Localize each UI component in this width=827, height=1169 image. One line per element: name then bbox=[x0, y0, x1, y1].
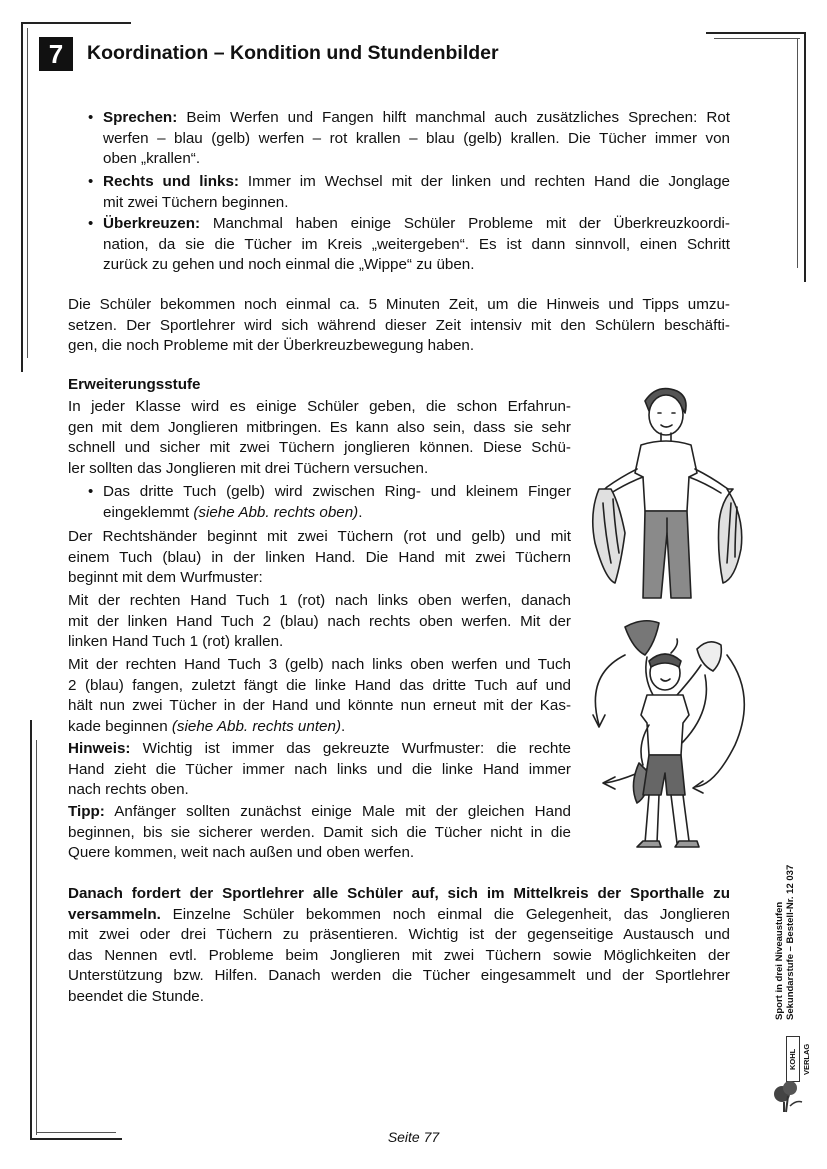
hint-label: Hinweis: bbox=[68, 740, 131, 757]
publisher-name: KOHL VERLAG bbox=[788, 1043, 811, 1075]
frame-line-top-right-v-inner bbox=[797, 38, 798, 268]
paragraph-tuch1 bbox=[68, 591, 571, 653]
paragraph-line: beendet die Stunde. bbox=[68, 987, 204, 1005]
frame-line-top-left bbox=[21, 22, 23, 372]
illustration-boy-holding-scarves bbox=[585, 383, 750, 603]
paragraph-line: mit zwei oder drei Tüchern zu präsentieren. Wichtig ist der gegenseitige Austausch und bbox=[68, 926, 730, 943]
bullet-text: oben „krallen“. bbox=[103, 150, 201, 167]
page-number: Seite 77 bbox=[387, 1129, 440, 1145]
bullet-text: Beim Werfen und Fangen hilft manchmal auch zusätzliches Sprechen: Rot bbox=[186, 109, 730, 126]
bullet-sprechen bbox=[103, 108, 730, 170]
paragraph-line: kade beginnen bbox=[68, 717, 172, 735]
bullet-label: Überkreuzen: bbox=[103, 215, 201, 232]
paragraph-tipp bbox=[68, 802, 571, 864]
paragraph-line: schnell und sicher mit zwei Tüchern jonglieren können. Diese Schü- bbox=[68, 439, 571, 456]
paragraph-line: In jeder Klasse wird es einige Schüler geben, die schon Erfahrun- bbox=[68, 398, 571, 415]
paragraph-line: Mit der rechten Hand Tuch 3 (gelb) nach links oben werfen und Tuch bbox=[68, 656, 571, 673]
sidebar-order-number: Sekundarstufe – Bestell-Nr. 12 037 bbox=[785, 864, 796, 1020]
paragraph-line: Einzelne Schüler bekommen noch einmal die Gelegenheit, das Jonglieren bbox=[160, 905, 730, 923]
bullet-text: zurück zu gehen und noch einmal die „Wippe“ zu üben. bbox=[103, 256, 475, 273]
bullet-dot: • bbox=[88, 215, 94, 232]
frame-line-top-right-v bbox=[804, 32, 806, 282]
paragraph-line: beginnt mit dem Wurfmuster: bbox=[68, 569, 263, 586]
paragraph-line: Danach fordert der Sportlehrer alle Schüler auf, sich im Mittelkreis der Sporthalle zu bbox=[68, 885, 730, 902]
publisher-logo bbox=[770, 1030, 810, 1110]
bullet-text: Immer im Wechsel mit der linken und rechten Hand die Jonglage bbox=[247, 173, 730, 190]
paragraph-line: ler sollten das Jonglieren mit drei Tüchern versuchen. bbox=[68, 459, 429, 477]
chapter-number-badge: 7 bbox=[39, 37, 73, 71]
bullet-text: Manchmal haben einige Schüler Probleme mit der Überkreuzkoordi- bbox=[212, 215, 730, 232]
paragraph-line: linken Hand Tuch 1 (rot) krallen. bbox=[68, 633, 284, 650]
paragraph-hinweis bbox=[68, 739, 571, 801]
bullet-text: nation, da sie die Tücher im Kreis „weitergeben“. Es ist dann sinnvoll, einen Schritt bbox=[103, 235, 730, 253]
paragraph-line: einem Tuch (blau) in der linken Hand. Die Hand mit zwei Tüchern bbox=[68, 548, 571, 566]
paragraph-line: Anfänger sollten zunächst einige Male mit der gleichen Hand bbox=[114, 803, 571, 820]
paragraph-final bbox=[68, 884, 730, 1007]
paragraph-line: Unterstützung bzw. Hilfen. Danach werden die Tücher eingesammelt und der Sportlehrer bbox=[68, 967, 730, 984]
bullet-text: eingeklemmt bbox=[103, 503, 194, 521]
bullet-ueberkreuzen bbox=[103, 214, 730, 276]
paragraph-line: Mit der rechten Hand Tuch 1 (rot) nach links oben werfen, danach bbox=[68, 592, 571, 609]
bullet-dot: • bbox=[88, 173, 94, 190]
paragraph-line: Quere kommen, weit nach außen und oben werfen. bbox=[68, 844, 415, 861]
frame-line-bottom-left-v bbox=[30, 720, 32, 1140]
section-intro bbox=[68, 397, 571, 479]
illustration-juggling-arrows bbox=[585, 615, 750, 865]
paragraph-line: setzen. Der Sportlehrer wird sich während dieser Zeit intensiv mit den Schülern beschäfti- bbox=[68, 316, 730, 334]
paragraph-line: nach rechts oben. bbox=[68, 781, 189, 798]
paragraph-line: Die Schüler bekommen noch einmal ca. 5 Minuten Zeit, um die Hinweis und Tipps umzu- bbox=[68, 296, 730, 313]
paragraph-rechtshaender bbox=[68, 527, 571, 589]
frame-line-top-right-h-inner bbox=[714, 38, 800, 39]
frame-line-bottom-left-v-inner bbox=[36, 740, 37, 1135]
paragraph-line: Hand zieht die Tücher immer nach links und die linke Hand immer bbox=[68, 760, 571, 778]
bullet-label: Sprechen: bbox=[103, 109, 178, 126]
figure-reference: (siehe Abb. rechts unten) bbox=[171, 717, 341, 735]
bullet-rechts-links bbox=[103, 172, 730, 213]
frame-line-top-left-inner bbox=[27, 28, 28, 358]
bullet-text: . bbox=[358, 503, 363, 521]
sidebar-publication-info bbox=[774, 840, 816, 1020]
bullet-text: Das dritte Tuch (gelb) wird zwischen Ring- und kleinem Finger bbox=[103, 483, 571, 500]
frame-line-top-right-h bbox=[706, 32, 806, 34]
paragraph-time bbox=[68, 295, 730, 357]
bullet-text: mit zwei Tüchern beginnen. bbox=[103, 193, 289, 211]
paragraph-line: gen, die noch Probleme mit der Überkreuzbewegung haben. bbox=[68, 337, 475, 354]
bullet-text: werfen – blau (gelb) werfen – rot krallen – blau (gelb) krallen. Die Tücher immer von bbox=[103, 129, 730, 147]
paragraph-line: . bbox=[341, 717, 346, 735]
paragraph-line: das Nennen evtl. Probleme beim Jonglieren mit zwei Tüchern sowie Möglichkeiten der bbox=[68, 946, 730, 964]
paragraph-line: Der Rechtshänder beginnt mit zwei Tüchern (rot und gelb) und mit bbox=[68, 528, 571, 545]
sidebar-series-title: Sport in drei Niveaustufen bbox=[774, 901, 785, 1020]
paragraph-line: mit der linken Hand Tuch 2 (blau) nach rechts oben werfen. Mit der bbox=[68, 612, 571, 630]
paragraph-tuch3 bbox=[68, 655, 571, 737]
paragraph-line: versammeln. bbox=[68, 905, 161, 923]
frame-line-top-left-h bbox=[21, 22, 131, 24]
bullet-dot: • bbox=[88, 109, 94, 126]
paragraph-line: beginnen, bis sie sicherer werden. Damit sich die Tücher nicht in die bbox=[68, 823, 571, 841]
bullet-label: Rechts und links: bbox=[103, 173, 239, 190]
tree-icon bbox=[770, 1076, 810, 1116]
paragraph-line: gen mit dem Jonglieren mitbringen. Es kann also sein, dass sie sehr bbox=[68, 418, 571, 436]
bullet-drittes-tuch bbox=[103, 482, 571, 523]
paragraph-line: 2 (blau) fangen, zuletzt fängt die linke Hand das dritte Tuch auf und bbox=[68, 676, 571, 694]
bullet-dot: • bbox=[88, 483, 94, 500]
paragraph-line: Wichtig ist immer das gekreuzte Wurfmuster: die rechte bbox=[142, 740, 571, 757]
page-title: Koordination – Kondition und Stundenbilder bbox=[87, 42, 499, 64]
tip-label: Tipp: bbox=[68, 803, 105, 820]
section-heading: Erweiterungsstufe bbox=[68, 376, 201, 393]
figure-reference: (siehe Abb. rechts oben) bbox=[193, 503, 359, 521]
paragraph-line: hält nun zwei Tücher in der Hand und könnte nun erneut mit der Kas- bbox=[68, 697, 571, 714]
